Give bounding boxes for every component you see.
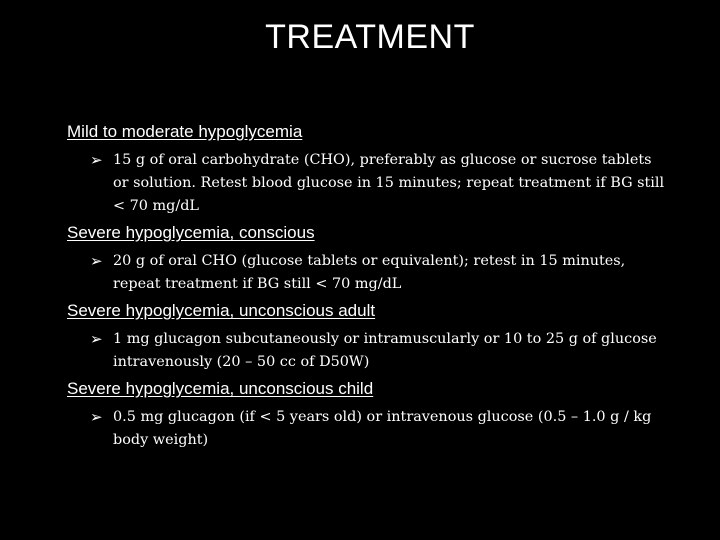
- bullet-text: 0.5 mg glucagon (if < 5 years old) or intravenous glucose (0.5 – 1.0 g / kg body weight): [113, 409, 652, 448]
- arrow-bullet-icon: ➢: [90, 252, 103, 270]
- section-mild-moderate: [67, 121, 667, 218]
- bullet-item: [90, 250, 667, 296]
- slide-content: [67, 121, 667, 456]
- bullet-text: 20 g of oral CHO (glucose tablets or equivalent); retest in 15 minutes, repeat treatment if BG still < 70 mg/dL: [113, 253, 626, 292]
- section-severe-conscious: [67, 222, 667, 296]
- arrow-bullet-icon: ➢: [90, 408, 103, 426]
- bullet-text: 1 mg glucagon subcutaneously or intramuscularly or 10 to 25 g of glucose intravenously (20 – 50 cc of D50W): [113, 331, 657, 370]
- bullet-item: [90, 328, 667, 374]
- slide-title: TREATMENT: [265, 18, 475, 56]
- section-heading: Severe hypoglycemia, unconscious child: [67, 379, 374, 398]
- arrow-bullet-icon: ➢: [90, 151, 103, 169]
- section-heading: Mild to moderate hypoglycemia: [67, 122, 303, 141]
- bullet-item: [90, 149, 667, 218]
- section-severe-unconscious-adult: [67, 300, 667, 374]
- section-heading: Severe hypoglycemia, unconscious adult: [67, 301, 376, 320]
- section-severe-unconscious-child: [67, 378, 667, 452]
- section-heading: Severe hypoglycemia, conscious: [67, 223, 315, 242]
- arrow-bullet-icon: ➢: [90, 330, 103, 348]
- bullet-text: 15 g of oral carbohydrate (CHO), preferably as glucose or sucrose tablets or solution. Retest blood glucose in 15 minutes; repeat treatment if BG still < 70 mg/dL: [113, 152, 665, 214]
- bullet-item: [90, 406, 667, 452]
